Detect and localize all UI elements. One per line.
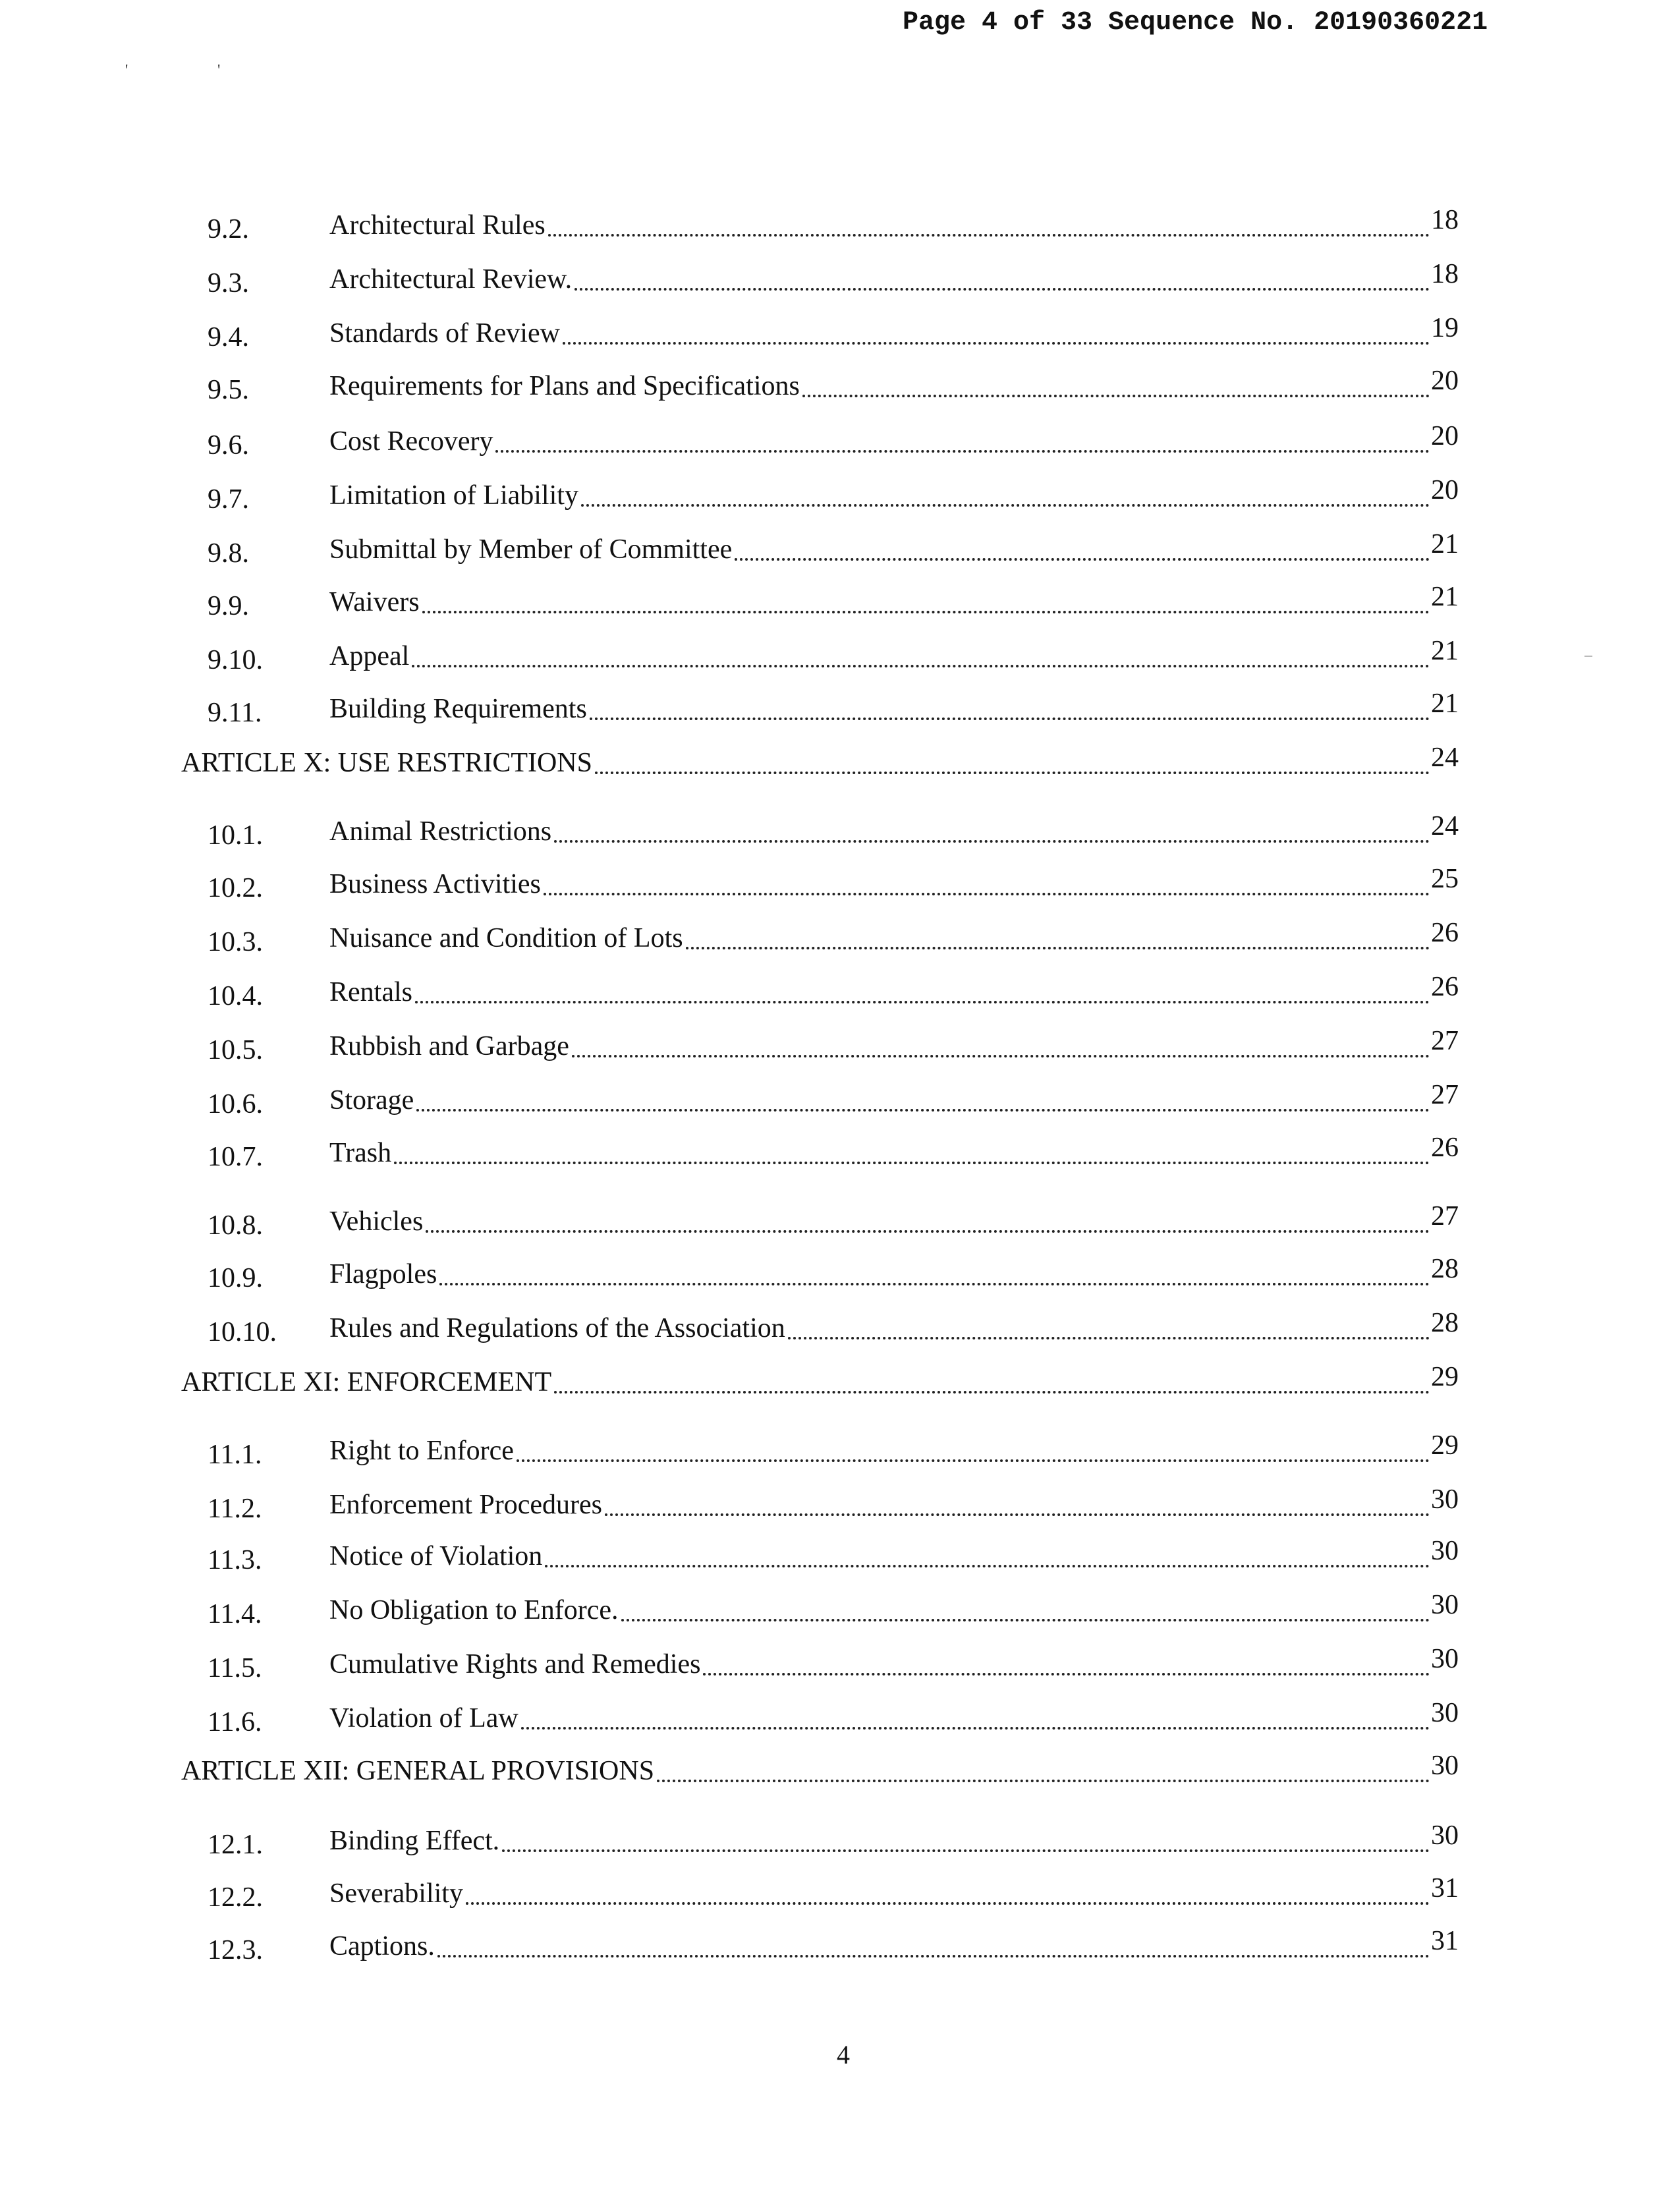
toc-section-number: 9.6. [208,430,249,461]
toc-entry-leader [329,210,1430,249]
toc-page-number: 28 [1431,1308,1459,1338]
dot-leader [590,718,1430,720]
dot-leader [621,1619,1430,1621]
scan-margin-mark [1584,656,1592,657]
toc-section-row [0,1644,1680,1688]
toc-page-number: 26 [1431,972,1459,1002]
toc-section-row [0,1873,1680,1917]
toc-section-row [0,636,1680,680]
dot-leader [703,1673,1430,1675]
toc-entry-title: Standards of Review [329,318,560,349]
toc-section-number: 12.2. [208,1882,263,1913]
dot-leader [802,395,1430,397]
toc-page-number: 30 [1431,1820,1459,1851]
toc-page-number: 31 [1431,1873,1459,1903]
toc-section-number: 10.6. [208,1089,263,1119]
toc-section-row [0,1080,1680,1124]
toc-entry-title: Limitation of Liability [329,480,578,511]
toc-entry-title: Storage [329,1085,414,1115]
toc-entry-leader [329,534,1430,573]
toc-entry-title: Cost Recovery [329,426,493,457]
toc-section-row [0,689,1680,733]
toc-entry-leader [329,1312,1430,1352]
toc-section-number: 10.1. [208,820,263,851]
toc-entry-leader [329,318,1430,357]
toc-entry-leader [329,1825,1430,1865]
toc-entry-leader [329,1206,1430,1245]
toc-entry-leader [329,1703,1430,1742]
toc-section-number: 9.4. [208,322,249,352]
toc-section-number: 9.7. [208,484,249,515]
dot-leader [412,665,1430,667]
toc-page-number: 20 [1431,366,1459,396]
dot-leader [595,772,1430,774]
dot-leader [574,288,1430,291]
toc-section-number: 10.10. [208,1317,277,1347]
toc-section-row [0,1026,1680,1070]
dot-leader [548,234,1430,237]
toc-entry-title: Appeal [329,641,410,671]
toc-entry-title: Binding Effect. [329,1826,500,1856]
toc-section-number: 10.9. [208,1263,263,1293]
toc-entry-title: Notice of Violation [329,1541,543,1571]
dot-leader [544,893,1430,895]
toc-page-number: 27 [1431,1080,1459,1110]
toc-entry-leader [329,370,1430,410]
toc-entry-title: Building Requirements [329,694,587,724]
toc-page-number: 31 [1431,1926,1459,1956]
toc-entry-leader [181,1366,1430,1406]
dot-leader [415,1001,1430,1003]
toc-entry-leader [329,1878,1430,1917]
page-header: Page 4 of 33 Sequence No. 20190360221 [903,8,1488,38]
toc-entry-title: Violation of Law [329,1703,518,1733]
toc-entry-leader [329,640,1430,680]
toc-section-row [0,1820,1680,1865]
toc-section-row [0,1201,1680,1245]
toc-section-number: 10.8. [208,1210,263,1241]
dot-leader [521,1727,1430,1730]
toc-section-number: 12.3. [208,1935,263,1965]
toc-page-number: 28 [1431,1254,1459,1284]
toc-page-number: 30 [1431,1698,1459,1728]
toc-section-number: 9.9. [208,591,249,621]
toc-entry-title: Enforcement Procedures [329,1490,602,1520]
toc-entry-leader [329,426,1430,465]
toc-section-number: 10.7. [208,1142,263,1172]
dot-leader [581,504,1430,507]
toc-entry-leader [329,693,1430,733]
toc-section-number: 9.3. [208,268,249,298]
toc-page-number: 27 [1431,1026,1459,1056]
dot-leader [554,1391,1430,1394]
toc-entry-leader [329,1594,1430,1634]
toc-entry-leader [329,480,1430,519]
dot-leader [416,1109,1430,1112]
toc-entry-leader [329,976,1430,1016]
toc-page-number: 27 [1431,1201,1459,1231]
toc-entry-title: Submittal by Member of Committee [329,534,733,565]
toc-section-row [0,475,1680,519]
toc-section-number: 9.2. [208,214,249,244]
toc-page-number: 30 [1431,1751,1459,1781]
toc-section-row [0,811,1680,855]
toc-entry-leader [181,747,1430,787]
toc-entry-leader [329,264,1430,303]
toc-entry-title: ARTICLE XI: ENFORCEMENT [181,1367,552,1397]
toc-page-number: 18 [1431,259,1459,289]
toc-section-row [0,421,1680,465]
toc-section-row [0,1430,1680,1475]
dot-leader [545,1565,1430,1567]
toc-page-number: 18 [1431,205,1459,235]
toc-page-number: 26 [1431,918,1459,948]
toc-page-number: 30 [1431,1484,1459,1515]
toc-entry-title: Right to Enforce [329,1436,514,1466]
toc-section-row [0,366,1680,410]
toc-section-row [0,1484,1680,1529]
toc-entry-leader [329,1435,1430,1475]
toc-section-number: 9.8. [208,538,249,569]
dot-leader [686,947,1430,949]
toc-entry-title: Business Activities [329,869,541,899]
toc-entry-title: Architectural Review. [329,264,573,295]
toc-section-row [0,918,1680,962]
toc-section-number: 10.2. [208,873,263,903]
toc-section-number: 11.4. [208,1599,262,1629]
toc-section-number: 10.5. [208,1035,263,1065]
toc-section-row [0,1698,1680,1742]
toc-section-row [0,205,1680,249]
toc-article-row [0,1362,1680,1406]
toc-section-row [0,259,1680,303]
toc-entry-leader [329,1540,1430,1580]
toc-section-number: 9.5. [208,375,249,405]
toc-page-number: 30 [1431,1536,1459,1566]
toc-section-number: 11.3. [208,1545,262,1575]
toc-entry-title: Vehicles [329,1206,424,1237]
toc-entry-leader [329,1930,1430,1970]
toc-page-number: 20 [1431,421,1459,451]
toc-entry-title: Severability [329,1878,463,1909]
toc-entry-leader [329,1489,1430,1529]
toc-entry-leader [329,1648,1430,1688]
dot-leader [735,558,1430,561]
toc-page-number: 29 [1431,1362,1459,1392]
toc-entry-title: Architectural Rules [329,210,546,240]
toc-section-number: 12.1. [208,1830,263,1860]
toc-entry-leader [329,1258,1430,1298]
toc-section-row [0,1254,1680,1298]
toc-entry-leader [329,868,1430,908]
toc-page-number: 20 [1431,475,1459,505]
dot-leader [495,450,1430,453]
toc-entry-title: Nuisance and Condition of Lots [329,923,683,953]
scan-mark: ' [217,62,221,79]
dot-leader [563,342,1430,345]
toc-section-row [0,1308,1680,1352]
toc-section-row [0,972,1680,1016]
toc-section-number: 9.11. [208,698,262,728]
toc-entry-title: ARTICLE XII: GENERAL PROVISIONS [181,1756,655,1786]
toc-article-row [0,743,1680,787]
toc-section-number: 11.6. [208,1707,262,1737]
toc-entry-leader [329,1137,1430,1177]
toc-page-number: 26 [1431,1133,1459,1163]
toc-entry-title: Rentals [329,977,412,1007]
toc-article-row [0,1751,1680,1795]
toc-page-number: 25 [1431,864,1459,894]
page-number: 4 [837,2040,850,2069]
dot-leader [657,1780,1430,1782]
toc-entry-title: Waivers [329,587,420,617]
toc-page-number: 19 [1431,313,1459,343]
toc-entry-title: Captions. [329,1931,435,1961]
toc-section-row [0,1133,1680,1177]
toc-entry-title: Flagpoles [329,1259,437,1289]
dot-leader [439,1283,1430,1285]
toc-section-row [0,582,1680,626]
dot-leader [554,840,1430,843]
toc-entry-leader [329,816,1430,855]
toc-section-number: 10.4. [208,981,263,1011]
toc-entry-leader [329,922,1430,962]
toc-entry-title: No Obligation to Enforce. [329,1595,619,1625]
toc-section-row [0,313,1680,357]
toc-page-number: 30 [1431,1590,1459,1620]
toc-page-number: 29 [1431,1430,1459,1461]
toc-entry-title: Trash [329,1138,392,1168]
toc-section-row [0,864,1680,908]
toc-entry-title: Animal Restrictions [329,816,552,847]
dot-leader [466,1902,1430,1905]
toc-page-number: 30 [1431,1644,1459,1674]
toc-section-number: 9.10. [208,645,263,675]
toc-section-number: 11.1. [208,1440,262,1470]
dot-leader [517,1459,1430,1462]
toc-section-row [0,1926,1680,1970]
toc-section-number: 10.3. [208,927,263,957]
toc-page-number: 21 [1431,689,1459,719]
toc-page-number: 21 [1431,636,1459,666]
dot-leader [422,611,1430,613]
dot-leader [572,1055,1430,1057]
toc-entry-title: ARTICLE X: USE RESTRICTIONS [181,748,592,778]
dot-leader [426,1230,1430,1233]
toc-entry-title: Cumulative Rights and Remedies [329,1649,701,1679]
toc-page-number: 21 [1431,529,1459,559]
dot-leader [788,1337,1430,1339]
toc-section-row [0,529,1680,573]
dot-leader [437,1955,1430,1957]
toc-page-number: 24 [1431,811,1459,841]
toc-section-number: 11.5. [208,1653,262,1683]
toc-section-row [0,1590,1680,1634]
toc-entry-leader [329,586,1430,626]
toc-entry-title: Requirements for Plans and Specifications [329,371,800,401]
dot-leader [394,1162,1430,1164]
toc-section-row [0,1536,1680,1580]
toc-entry-leader [329,1084,1430,1124]
toc-page-number: 24 [1431,743,1459,773]
toc-entry-title: Rules and Regulations of the Association [329,1313,785,1343]
toc-section-number: 11.2. [208,1494,262,1524]
dot-leader [502,1849,1430,1852]
toc-entry-title: Rubbish and Garbage [329,1031,569,1061]
dot-leader [605,1513,1430,1516]
scan-mark: ' [125,62,128,79]
toc-page-number: 21 [1431,582,1459,612]
toc-entry-leader [181,1755,1430,1795]
toc-entry-leader [329,1030,1430,1070]
